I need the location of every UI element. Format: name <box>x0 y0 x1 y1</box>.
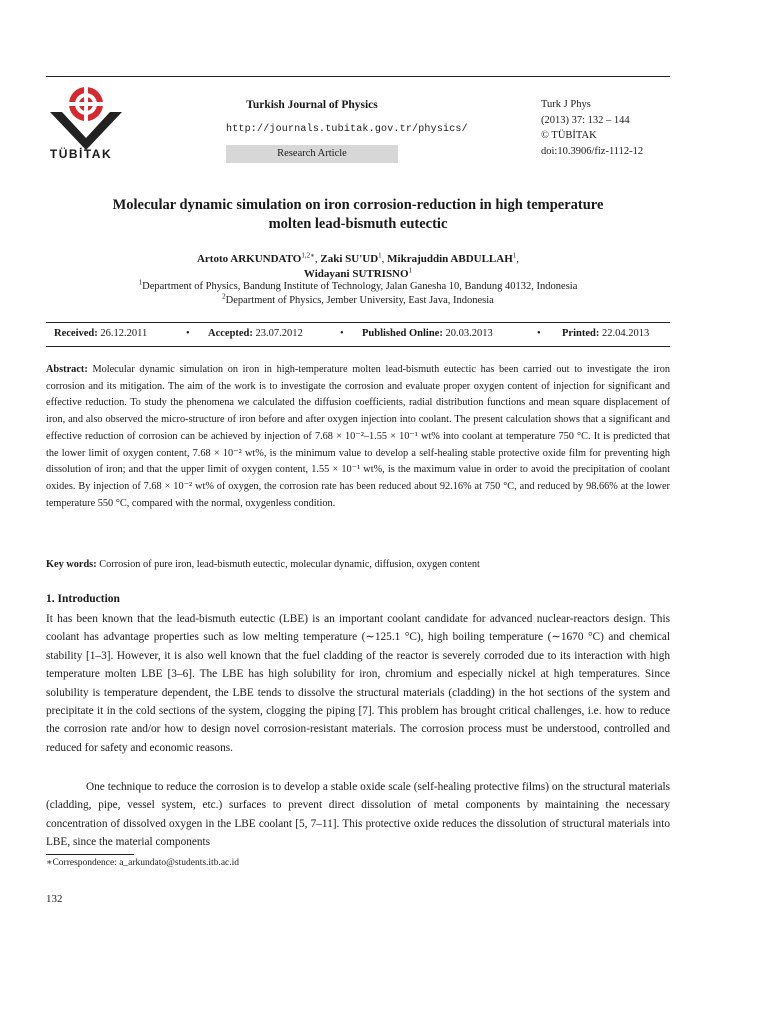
abstract <box>46 362 670 512</box>
author-sup: 1 <box>512 251 517 260</box>
author-name: Artoto ARKUNDATO <box>196 253 302 265</box>
bullet: • <box>186 328 190 339</box>
affiliation-sup: 2 <box>222 292 226 300</box>
title-line-1: Molecular dynamic simulation on iron corrosion-reduction in high temperature <box>112 197 604 213</box>
meta-copyright: © TÜBİTAK <box>541 130 597 141</box>
author-name: Zaki SU'UD <box>320 253 379 265</box>
paper-title <box>46 196 670 234</box>
footnote-rule <box>46 854 134 855</box>
journal-url-link[interactable]: http://journals.tubitak.gov.tr/physics/ <box>226 124 468 135</box>
journal-name: Turkish Journal of Physics <box>246 99 378 111</box>
keywords <box>46 557 670 572</box>
affiliation-text: Department of Physics, Jember University, East Java, Indonesia <box>225 294 494 306</box>
meta-journal-abbrev: Turk J Phys <box>541 99 591 110</box>
author-sup: 1 <box>408 265 413 274</box>
title-line-2: molten lead-bismuth eutectic <box>268 216 448 232</box>
paragraph-1: It has been known that the lead-bismuth eutectic (LBE) is an important coolant candidate for advanced nuclear-reactors design. This coolant has advantage properties such as low melting temperature (∼125.1 °C), high boiling temperature (∼1670 °C) and chemical stability [1–3]. However, it is also well known that the fuel cladding of the reactor is severely corroded due to its interaction with high temperature molten LBE [3–6]. The LBE has high solubility for iron, chromium and especially nickel at high temperatures. Since solubility is temperature dependent, the LBE tends to dissolve the structural materials (cladding) in the hot sections of the system and precipitate it in the cold sections of the system, clogging the piping [7]. This problem has brought critical challenges, i.e. how to reduce the corrosion rate and/or how to design novel corrosion-resistant materials. The corrosion process must be understood, controlled and reduced for safety and economic reasons. <box>46 613 670 754</box>
abstract-label: Abstract: <box>46 364 88 375</box>
page-number: 132 <box>46 893 63 905</box>
logo-text: TÜBİTAK <box>49 147 113 161</box>
citation-meta <box>541 97 643 159</box>
author-name: Mikrajuddin ABDULLAH <box>387 253 513 265</box>
date-accepted: Accepted: 23.07.2012 <box>208 328 303 339</box>
author-sup: 1 <box>378 251 382 260</box>
footnote: ∗Correspondence: a_arkundato@students.itb.ac.id <box>46 858 240 868</box>
author-name: Widayani SUTRISNO <box>303 267 409 280</box>
keywords-text: Corrosion of pure iron, lead-bismuth eutectic, molecular dynamic, diffusion, oxygen content <box>99 559 480 570</box>
affiliation-1 <box>46 280 670 294</box>
date-received: Received: 26.12.2011 <box>54 328 148 339</box>
article-type-badge: Research Article <box>226 145 398 163</box>
bullet: • <box>537 328 541 339</box>
keywords-label: Key words: <box>46 559 97 570</box>
dates-rule-bottom <box>46 346 670 347</box>
affiliation-sup: 1 <box>138 278 143 287</box>
date-published-online: Published Online: 20.03.2013 <box>362 328 493 339</box>
author-sup: 1,2∗ <box>301 251 315 260</box>
meta-volume-pages: (2013) 37: 132 – 144 <box>541 114 630 126</box>
paragraph-2: One technique to reduce the corrosion is to develop a stable oxide scale (self-healing protective films) on the structural materials (cladding, pipe, vessel system, etc.) surfaces to prevent direct dissolution of metal components by maintaining the necessary concentration of dissolved oxygen in the LBE coolant [5, 7–11]. This protective oxide reduces the dissolution of structural materials into LBE, since the material components <box>46 781 670 849</box>
section-heading: 1. Introduction <box>46 593 120 605</box>
dates-rule-top <box>46 322 670 323</box>
abstract-text: Molecular dynamic simulation on iron in high-temperature molten lead-bismuth eutectic has been carried out to investigate the iron corrosion and its mitigation. The aim of the work is to investigate the corrosion and evaluate proper oxygen content of injection for significant and effective reduction. To study the phenomena we calculated the diffusion coefficients, radial distribution functions and mean square displacement of iron, and also observed the micro-structure of iron before and after oxygen injection into coolant. The present calculation shows that a significant and effective reduction of corrosion can be achieved by injection of 7.68 × 10⁻²–1.55 × 10⁻¹ wt% into coolant at temperature 750 °C. It is predicted that the lower limit of oxygen content, 7.68 × 10⁻² wt%, is the minimum value to develop a self-healing stable protective oxide film for preventing high dissolution of iron; and that the upper limit of oxygen content, 1.55 × 10⁻¹ wt%, is the maximum value in order to avoid the precipitation of coolant oxides. By injection of 7.68 × 10⁻² wt% of oxygen, the corrosion rate has been reduced about 92.16% at 750 °C, and reduced by 98.66% at the lower temperature 550 °C, compared with the normal, oxygenless condition. <box>46 364 671 509</box>
top-rule <box>46 76 670 77</box>
publication-dates <box>46 328 670 342</box>
affiliations <box>46 280 670 307</box>
date-printed: Printed: 22.04.2013 <box>562 328 650 339</box>
affiliation-text: Department of Physics, Bandung Institute of Technology, Jalan Ganesha 10, Bandung 40132, Indonesia <box>142 281 578 292</box>
author-list: Artoto $ARKUNDATO^{1,2∗}$, Zaki $SU'UD^1$, Mikrajuddin ABDULLAH$^1$, Widayani SUTRISNO$^1$ <box>196 251 520 280</box>
affiliation-2 <box>46 294 670 308</box>
bullet: • <box>340 328 344 339</box>
meta-doi: doi:10.3906/fiz-1112-12 <box>541 145 644 157</box>
